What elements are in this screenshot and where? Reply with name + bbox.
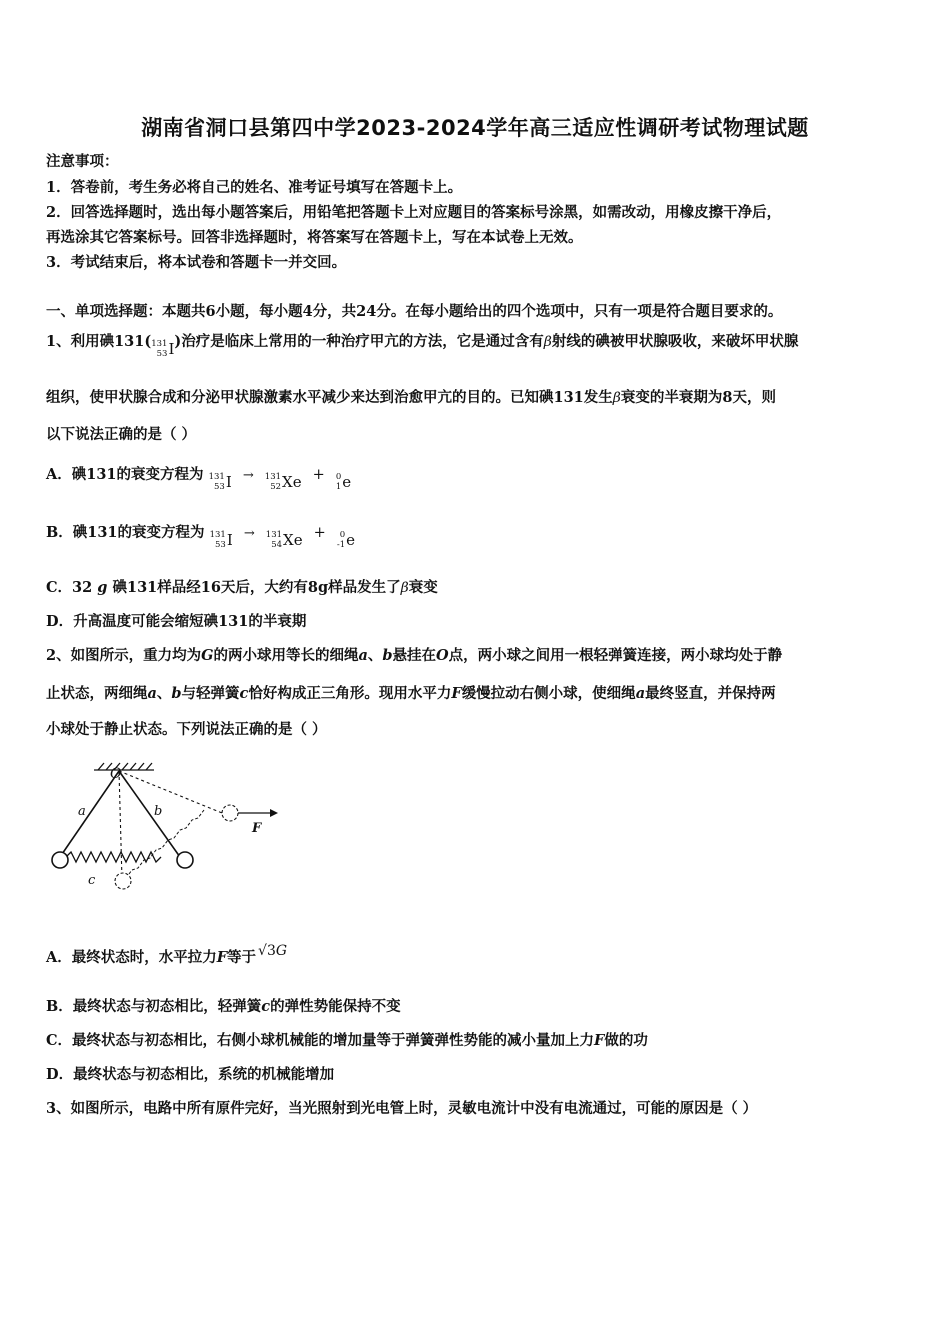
right-ball-final [222, 805, 238, 821]
string-b [119, 771, 180, 857]
q2-option-b: B．最终状态与初态相比，轻弹簧c的弹性势能保持不变 [46, 998, 401, 1015]
spring-c-final [126, 810, 204, 878]
left-ball [52, 852, 68, 868]
string-a [60, 771, 119, 857]
question-1-line-1: 1、利用碘131( 131 53 I )治疗是临床上常用的一种治疗甲亢的方法，它是通过含有β射线的碘被甲状腺吸收，来破坏甲状腺 [46, 333, 799, 359]
question-2-line-3: 小球处于静止状态。下列说法正确的是（ ） [46, 721, 327, 738]
q1-option-b: B．碘131的衰变方程为 131 53 I → 131 54 Xe + 0 -1 e [46, 524, 356, 550]
iodine-nuclide: 131 53 I [151, 339, 175, 359]
q1-option-c: C．32 g 碘131样品经16天后，大约有8g样品发生了β衰变 [46, 579, 438, 596]
notice-item: 2．回答选择题时，选出每小题答案后，用铅笔把答题卡上对应题目的答案标号涂黑，如需改动，用橡皮擦干净后， [46, 204, 782, 221]
label-o: O [110, 766, 122, 782]
q1-option-d: D．升高温度可能会缩短碘131的半衰期 [46, 613, 307, 630]
spring-c [66, 852, 161, 862]
left-ball-final [115, 873, 131, 889]
string-a-final [119, 771, 122, 880]
label-f: F [252, 821, 262, 836]
question-1-line-2: 组织，使甲状腺合成和分泌甲状腺激素水平减少来达到治愈甲亢的目的。已知碘131发生β衰变的半衰期为8天，则 [46, 389, 776, 406]
page-title: 湖南省洞口县第四中学2023-2024学年高三适应性调研考试物理试题 [141, 116, 809, 140]
force-arrowhead [270, 809, 278, 817]
notice-item: 1．答卷前，考生务必将自己的姓名、准考证号填写在答题卡上。 [46, 179, 463, 196]
sqrt3-g: √3G [258, 943, 288, 959]
notice-heading: 注意事项： [46, 153, 119, 170]
label-b: b [154, 804, 163, 819]
section-heading: 一、单项选择题：本题共6小题，每小题4分，共24分。在每小题给出的四个选项中，只有一项是符合题目要求的。 [46, 303, 783, 320]
pendulum-spring-figure [44, 760, 284, 895]
ceiling-hatch [94, 763, 154, 770]
q1-option-a: A．碘131的衰变方程为 131 53 I → 131 52 Xe + 0 1 e [46, 466, 352, 492]
notice-item: 3．考试结束后，将本试卷和答题卡一并交回。 [46, 254, 347, 271]
q2-option-d: D．最终状态与初态相比，系统的机械能增加 [46, 1066, 335, 1083]
question-2-line-1: 2、如图所示，重力均为G的两小球用等长的细绳a、b悬挂在O点，两小球之间用一根轻弹簧连接，两小球均处于静 [46, 647, 783, 664]
q2-option-a: A．最终状态时，水平拉力F等于 √3G [46, 943, 288, 966]
label-c: c [88, 873, 96, 888]
notice-item: 再选涂其它答案标号。回答非选择题时，将答案写在答题卡上，写在本试卷上无效。 [46, 229, 583, 246]
question-2-line-2: 止状态，两细绳a、b与轻弹簧c恰好构成正三角形。现用水平力F缓慢拉动右侧小球，使细绳a最终竖直，并保持两 [46, 685, 776, 702]
question-1-line-3: 以下说法正确的是（ ） [46, 426, 197, 443]
question-3: 3、如图所示，电路中所有原件完好，当光照射到光电管上时，灵敏电流计中没有电流通过，可能的原因是（ ） [46, 1100, 758, 1117]
label-a: a [78, 804, 86, 819]
q2-option-c: C．最终状态与初态相比，右侧小球机械能的增加量等于弹簧弹性势能的减小量加上力F做的功 [46, 1032, 648, 1049]
right-ball [177, 852, 193, 868]
